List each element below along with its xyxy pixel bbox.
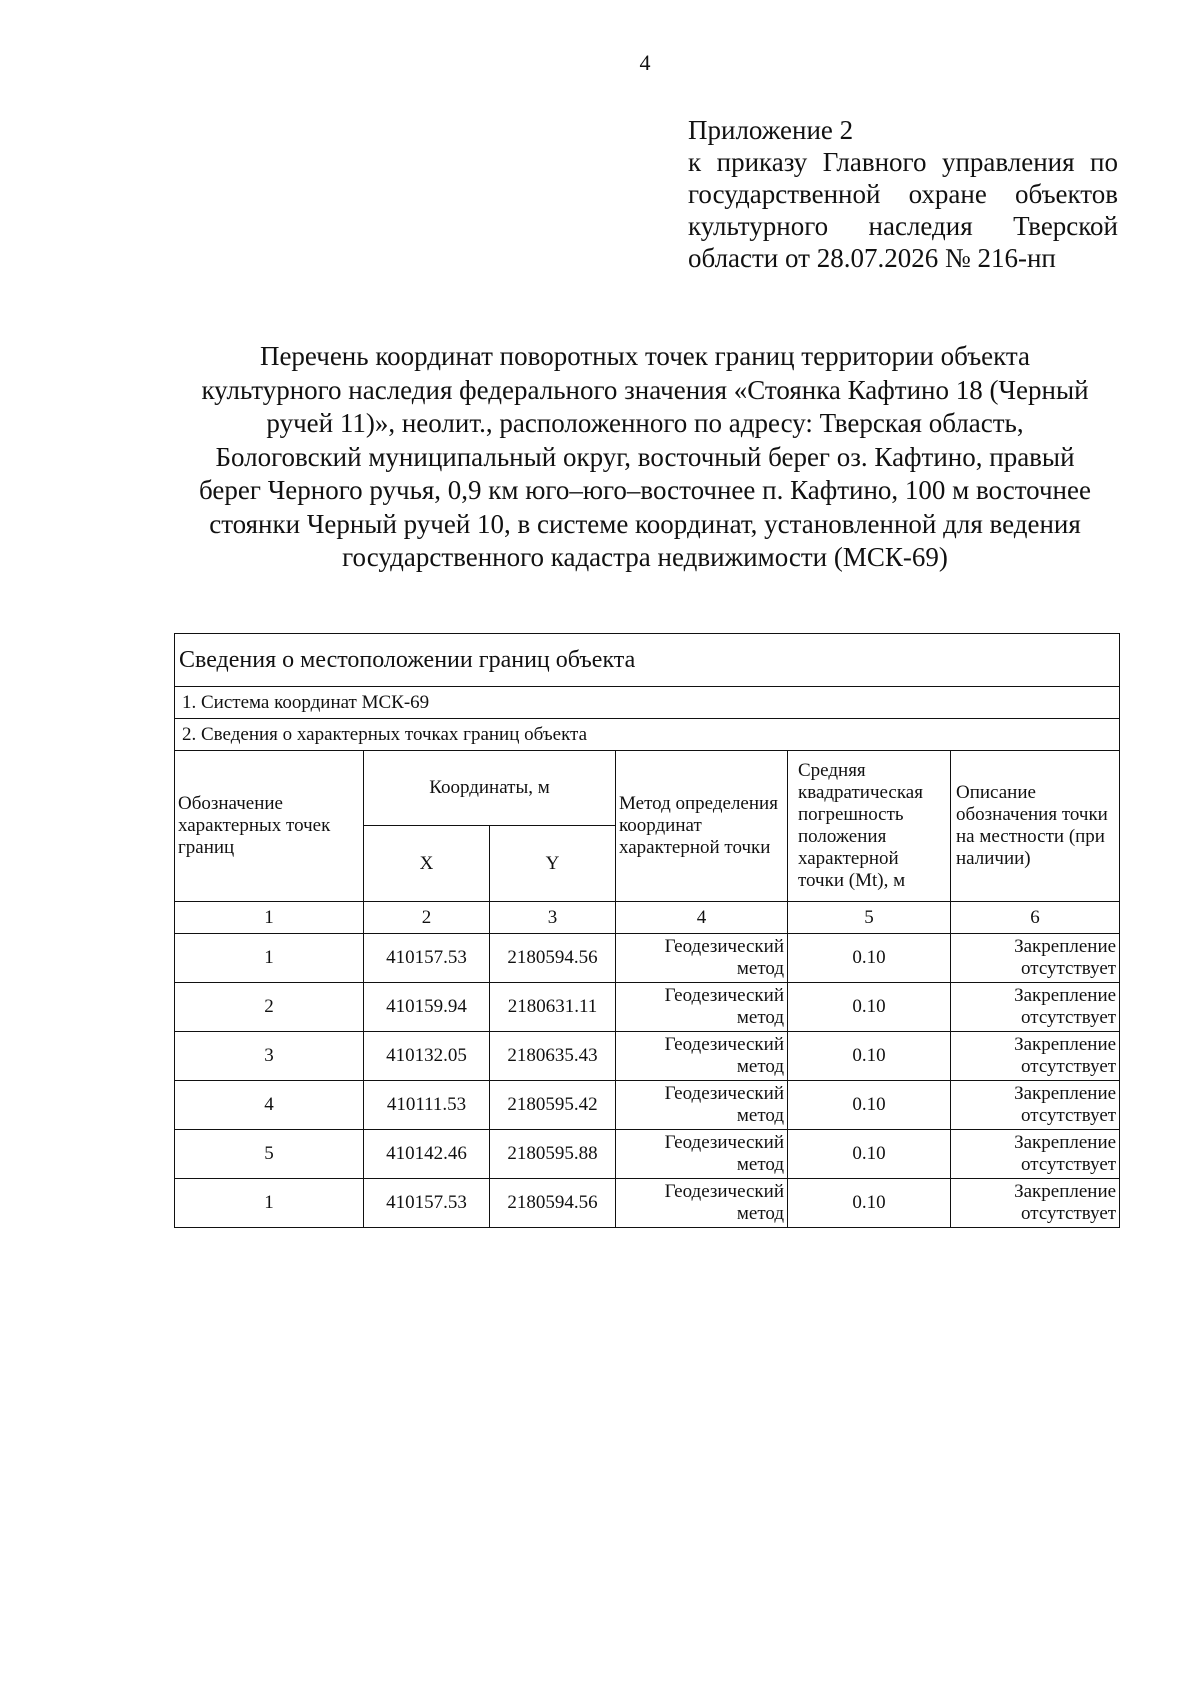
method-cell bbox=[616, 1179, 788, 1228]
table-row bbox=[175, 1130, 1120, 1179]
header-x: X bbox=[364, 826, 490, 902]
column-number: 4 bbox=[616, 902, 788, 934]
point-cell: 2 bbox=[175, 983, 364, 1032]
method-line: метод bbox=[736, 1105, 784, 1126]
method-cell bbox=[616, 983, 788, 1032]
description-line: Закрепление bbox=[1014, 985, 1117, 1006]
description-cell bbox=[951, 934, 1120, 983]
error-cell: 0.10 bbox=[788, 1179, 951, 1228]
y-cell: 2180594.56 bbox=[490, 934, 616, 983]
table-row bbox=[175, 1081, 1120, 1130]
description-cell bbox=[951, 1130, 1120, 1179]
description-line: отсутствует bbox=[1021, 958, 1117, 979]
x-cell: 410157.53 bbox=[364, 1179, 490, 1228]
error-cell: 0.10 bbox=[788, 1130, 951, 1179]
title-line: Бологовский муниципальный округ, восточный берег оз. Кафтино, правый bbox=[215, 441, 1075, 472]
method-line: Геодезический bbox=[664, 1083, 784, 1104]
coordinates-table bbox=[174, 633, 1120, 1228]
header-coordinates: Координаты, м bbox=[364, 751, 616, 826]
x-cell: 410132.05 bbox=[364, 1032, 490, 1081]
description-line: отсутствует bbox=[1021, 1007, 1117, 1028]
description-line: Закрепление bbox=[1014, 1132, 1117, 1153]
error-cell: 0.10 bbox=[788, 983, 951, 1032]
description-line: отсутствует bbox=[1021, 1203, 1117, 1224]
method-cell bbox=[616, 934, 788, 983]
points-info-row: 2. Сведения о характерных точках границ объекта bbox=[175, 719, 1120, 751]
y-cell: 2180635.43 bbox=[490, 1032, 616, 1081]
table-row bbox=[175, 1032, 1120, 1081]
title-line: ручей 11)», неолит., расположенного по адресу: Тверская область, bbox=[266, 408, 1024, 438]
header-error: Средняя квадратическая погрешность положения характерной точки (Mt), м bbox=[788, 751, 951, 902]
column-numbers-row bbox=[175, 902, 1120, 934]
description-line: отсутствует bbox=[1021, 1105, 1117, 1126]
description-line: Закрепление bbox=[1014, 936, 1117, 957]
table-row bbox=[175, 934, 1120, 983]
title-line: берег Черного ручья, 0,9 км юго–юго–восточнее п. Кафтино, 100 м восточнее bbox=[199, 475, 1091, 505]
page-number: 4 bbox=[639, 50, 651, 75]
column-number: 3 bbox=[490, 902, 616, 934]
table-section-title: Сведения о местоположении границ объекта bbox=[175, 634, 1120, 687]
description-cell bbox=[951, 983, 1120, 1032]
column-number: 6 bbox=[951, 902, 1120, 934]
method-line: Геодезический bbox=[664, 936, 784, 957]
method-cell bbox=[616, 1032, 788, 1081]
method-line: метод bbox=[736, 1007, 784, 1028]
method-cell bbox=[616, 1130, 788, 1179]
title-line: Перечень координат поворотных точек границ территории объекта bbox=[259, 341, 1031, 371]
description-line: отсутствует bbox=[1021, 1056, 1117, 1077]
x-cell: 410111.53 bbox=[364, 1081, 490, 1130]
method-line: Геодезический bbox=[664, 1181, 784, 1202]
error-cell: 0.10 bbox=[788, 1032, 951, 1081]
x-cell: 410157.53 bbox=[364, 934, 490, 983]
y-cell: 2180595.42 bbox=[490, 1081, 616, 1130]
point-cell: 1 bbox=[175, 934, 364, 983]
column-number: 1 bbox=[175, 902, 364, 934]
coord-system-row: 1. Система координат МСК-69 bbox=[175, 687, 1120, 719]
method-line: метод bbox=[736, 1154, 784, 1175]
y-cell: 2180594.56 bbox=[490, 1179, 616, 1228]
description-cell bbox=[951, 1179, 1120, 1228]
column-number: 5 bbox=[788, 902, 951, 934]
method-line: Геодезический bbox=[664, 985, 784, 1006]
document-title bbox=[150, 340, 1140, 575]
table-row bbox=[175, 1179, 1120, 1228]
x-cell: 410142.46 bbox=[364, 1130, 490, 1179]
appendix-text: к приказу Главного управления по государственной охране объектов культурного наследия Тверской области от 28.07.2026 № 216-нп bbox=[688, 147, 1118, 273]
point-cell: 5 bbox=[175, 1130, 364, 1179]
method-cell bbox=[616, 1081, 788, 1130]
error-cell: 0.10 bbox=[788, 1081, 951, 1130]
x-cell: 410159.94 bbox=[364, 983, 490, 1032]
header-method: Метод определения координат характерной точки bbox=[616, 751, 788, 902]
description-line: Закрепление bbox=[1014, 1181, 1117, 1202]
error-cell: 0.10 bbox=[788, 934, 951, 983]
header-y: Y bbox=[490, 826, 616, 902]
title-line: государственного кадастра недвижимости (МСК-69) bbox=[342, 542, 948, 572]
title-line: культурного наследия федерального значения «Стоянка Кафтино 18 (Черный bbox=[201, 374, 1089, 405]
title-line: стоянки Черный ручей 10, в системе координат, установленной для ведения bbox=[209, 508, 1081, 539]
column-number: 2 bbox=[364, 902, 490, 934]
description-cell bbox=[951, 1081, 1120, 1130]
appendix-block bbox=[688, 114, 1118, 274]
appendix-title: Приложение 2 bbox=[688, 115, 854, 145]
method-line: метод bbox=[736, 958, 784, 979]
header-designation: Обозначение характерных точек границ bbox=[175, 751, 364, 902]
point-cell: 4 bbox=[175, 1081, 364, 1130]
description-cell bbox=[951, 1032, 1120, 1081]
table-row bbox=[175, 983, 1120, 1032]
method-line: Геодезический bbox=[664, 1034, 784, 1055]
y-cell: 2180595.88 bbox=[490, 1130, 616, 1179]
description-line: Закрепление bbox=[1014, 1083, 1117, 1104]
y-cell: 2180631.11 bbox=[490, 983, 616, 1032]
method-line: Геодезический bbox=[664, 1132, 784, 1153]
point-cell: 3 bbox=[175, 1032, 364, 1081]
method-line: метод bbox=[736, 1203, 784, 1224]
method-line: метод bbox=[736, 1056, 784, 1077]
description-line: Закрепление bbox=[1014, 1034, 1117, 1055]
header-description: Описание обозначения точки на местности (при наличии) bbox=[951, 751, 1120, 902]
description-line: отсутствует bbox=[1021, 1154, 1117, 1175]
point-cell: 1 bbox=[175, 1179, 364, 1228]
